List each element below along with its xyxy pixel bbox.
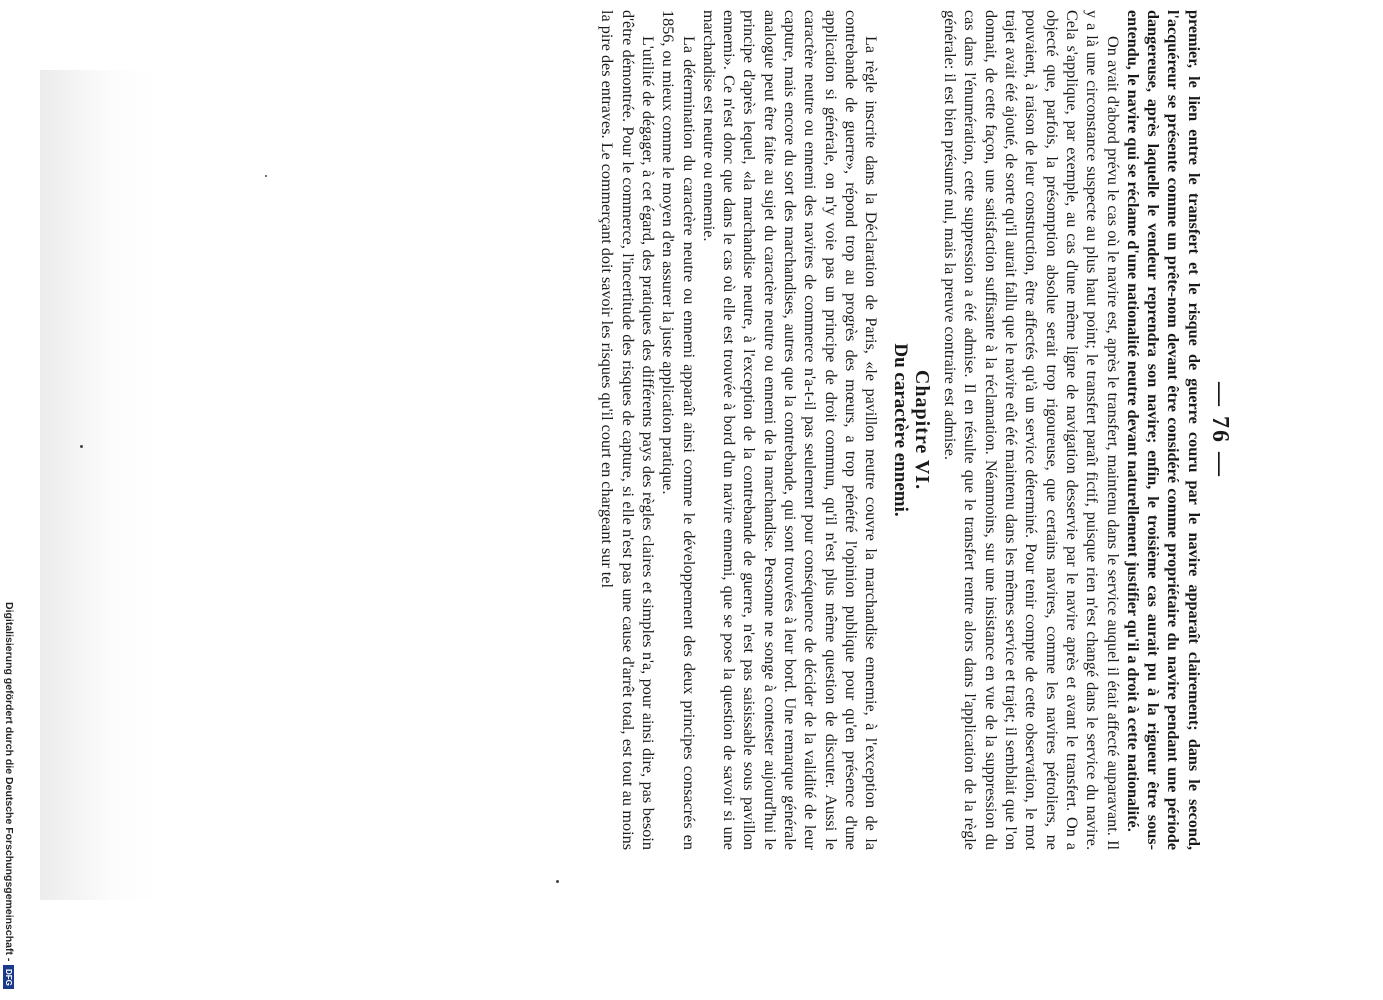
paragraph-bottom-3: L'utilité de dégager, à cet égard, des pratiques des différents pays des règles claires et simples n'a, pour ainsi dire, pas besoin d'être démontrée. Pour le commerce, l'incertitude des risques de capture, si elle n'est pas une cause d'arrêt total, est tout au moins la pire des entraves. Le commerçant doit savoir les risques qu'il court en chargeant sur tel — [598, 10, 657, 850]
scan-speck — [556, 880, 559, 883]
paragraph-top-2: On avait d'abord prévu le cas où le navire est, après le transfert, maintenu dans le service auquel il était affecté auparavant. Il y a là une circonstance suspecte au plus haut point; le transfert paraît fictif, puisque rien n'est changé dans le service du navire. Cela s'applique, par exemple, au cas d'une même ligne de navigation desservie par le navire après et avant le transfert. On a objecté que, parfois, la présomption absolue serait trop rigoureuse, que certains navires, comme les navires pétroliers, ne pouvaient, à raison de leur construction, être affectés qu'à un service déterminé. Pour tenir compte de cette observation, le mot trajet avait été ajouté, de sorte qu'il aurait fallu que le navire eût été maintenu dans les mêmes service et trajet; il semblait que l'on donnait, de cette façon, une satisfaction suffisante à la réclamation. Néanmoins, sur une insistance en vue de la suppression du cas dans l'énumération, cette suppression a été admise. Il en résulte que le transfert rentre alors dans l'application de la règle générale: il est bien présumé nul, mais la preuve contraire est admise. — [941, 10, 1122, 850]
scan-speck — [265, 175, 267, 177]
rotated-text-block — [150, 0, 1233, 860]
credit-text: Digitalisierung gefördert durch die Deutsche Forschungsgemeinschaft - — [3, 602, 15, 962]
page-number: — 76 — — [1207, 382, 1233, 478]
dfg-logo-icon: DFG — [4, 965, 15, 989]
paragraph-top-1: premier, le lien entre le transfert et le risque de guerre couru par le navire apparaît clairement; dans le second, l'acquéreur se présente comme un prête-nom devant être considéré comme propriétaire du navire pendant une période dangereuse, après laquelle le vendeur reprendra son navire; enfin, le troisième cas aurait pu à la rigueur être sous-entendu, le navire qui se réclame d'une nationalité neutre devant naturellement justifier qu'il a droit à cette nationalité. — [1123, 10, 1203, 850]
digitization-credit — [2, 602, 16, 992]
paragraph-bottom-1: La règle inscrite dans la Déclaration de Paris, «le pavillon neutre couvre la marchandise ennemie, à l'exception de la contrebande de guerre», répond trop au progrès des mœurs, a trop pénétré l'opinion publique pour qu'en présence d'une application si générale, on n'y voie pas un principe de droit commun, qu'il n'est plus même question de discuter. Aussi le caractère neutre ou ennemi des navires de commerce n'a-t-il pas seulement pour conséquence de décider de la validité de leur capture, mais encore du sort des marchandises, autres que la contrebande, qui sont trouvées à leur bord. Une remarque générale analogue peut être faite au sujet du caractère neutre ou ennemi de la marchandise. Personne ne songe à contester aujourd'hui le principe d'après lequel, «la marchandise neutre, à l'exception de la contrebande de guerre, n'est pas saisissable sous pavillon ennemi». Ce n'est donc que dans le cas où elle est trouvée à bord d'un navire ennemi, que se pose la question de savoir si une marchandise est neutre ou ennemie. — [699, 10, 881, 850]
scan-speck — [80, 445, 83, 448]
paragraph-bottom-2: La détermination du caractère neutre ou ennemi apparaît ainsi comme le développement des deux principes consacrés en 1856, ou mieux comme le moyen d'en assurer la juste application pratique. — [659, 10, 698, 850]
chapter-title: Chapitre VI. — [910, 369, 933, 491]
chapter-subtitle: Du caractère ennemi. — [889, 343, 911, 517]
scan-edge-shadow — [40, 70, 160, 900]
